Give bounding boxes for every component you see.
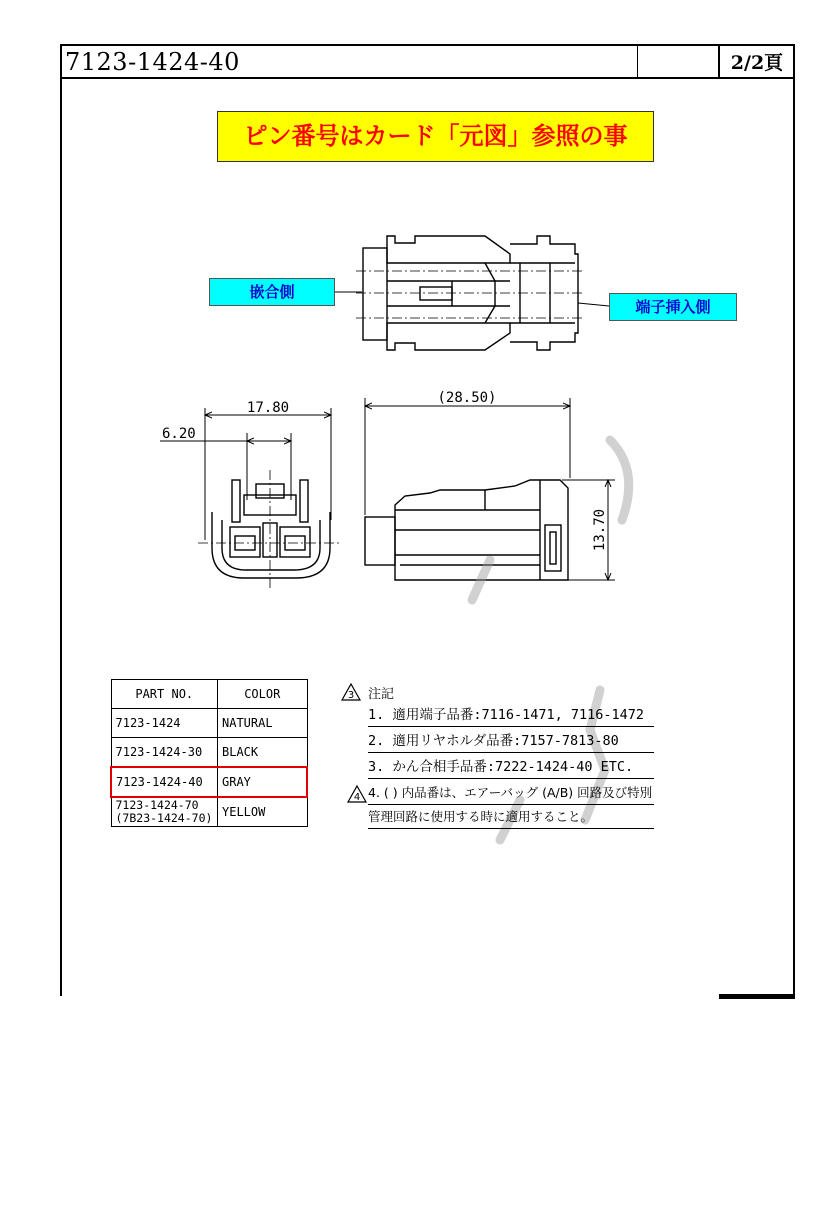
note-item: 2. 適用リヤホルダ品番:7157-7813-80 xyxy=(368,730,654,753)
parts-color-table xyxy=(110,679,308,827)
table-header-color: COLOR xyxy=(218,680,308,709)
dim-length: (28.50) xyxy=(437,390,497,406)
part-number-cell: 7123-1424 xyxy=(111,709,218,738)
terminal-insertion-side-label: 端子挿入側 xyxy=(609,293,737,321)
revision-triangle-icon xyxy=(346,784,368,804)
dim-front-width: 17.80 xyxy=(246,400,290,416)
table-row xyxy=(111,738,307,768)
part-number-cell: 7123-1424-40 xyxy=(111,767,218,797)
part-number-primary: 7123-1424-70 xyxy=(115,798,199,812)
notes-title: 注記 xyxy=(368,686,395,702)
dim-height: 13.70 xyxy=(592,508,608,552)
color-cell: NATURAL xyxy=(218,709,308,738)
table-row xyxy=(111,709,307,738)
dim-pin-pitch: 6.20 xyxy=(162,426,196,442)
part-number-cell: 7123-1424-30 xyxy=(111,738,218,768)
note-item: 1. 適用端子品番:7116-1471, 7116-1472 xyxy=(368,704,654,727)
note-item: 4. ( ) 内品番は、エアーバッグ (A/B) 回路及び特別 xyxy=(368,782,654,805)
table-row xyxy=(111,797,307,827)
color-cell: GRAY xyxy=(218,767,308,797)
watermark xyxy=(472,440,629,840)
note-item: 管理回路に使用する時に適用すること。 xyxy=(368,806,654,829)
front-view-drawing xyxy=(212,480,330,578)
side-view-drawing xyxy=(365,480,568,580)
part-number-cell xyxy=(111,797,218,827)
note-item: 3. かん合相手品番:7222-1424-40 ETC. xyxy=(368,756,654,779)
table-header-row xyxy=(111,680,307,709)
notes-header xyxy=(340,682,394,702)
color-cell: YELLOW xyxy=(218,797,308,827)
table-row-highlighted xyxy=(111,767,307,797)
part-number-alternate: (7B23-1424-70) xyxy=(115,811,213,825)
document-number: 7123-1424-40 xyxy=(65,48,240,76)
mating-side-label: 嵌合側 xyxy=(209,278,335,306)
terminal-leader-line xyxy=(578,303,609,306)
table-header-part-no: PART NO. xyxy=(111,680,218,709)
pin-number-notice-banner: ピン番号はカード「元図」参照の事 xyxy=(217,111,654,162)
svg-text:3: 3 xyxy=(347,690,355,701)
color-cell: BLACK xyxy=(218,738,308,768)
revision-triangle-icon xyxy=(340,682,362,702)
page-number: 2/2頁 xyxy=(730,52,784,74)
svg-text:4: 4 xyxy=(353,792,361,803)
